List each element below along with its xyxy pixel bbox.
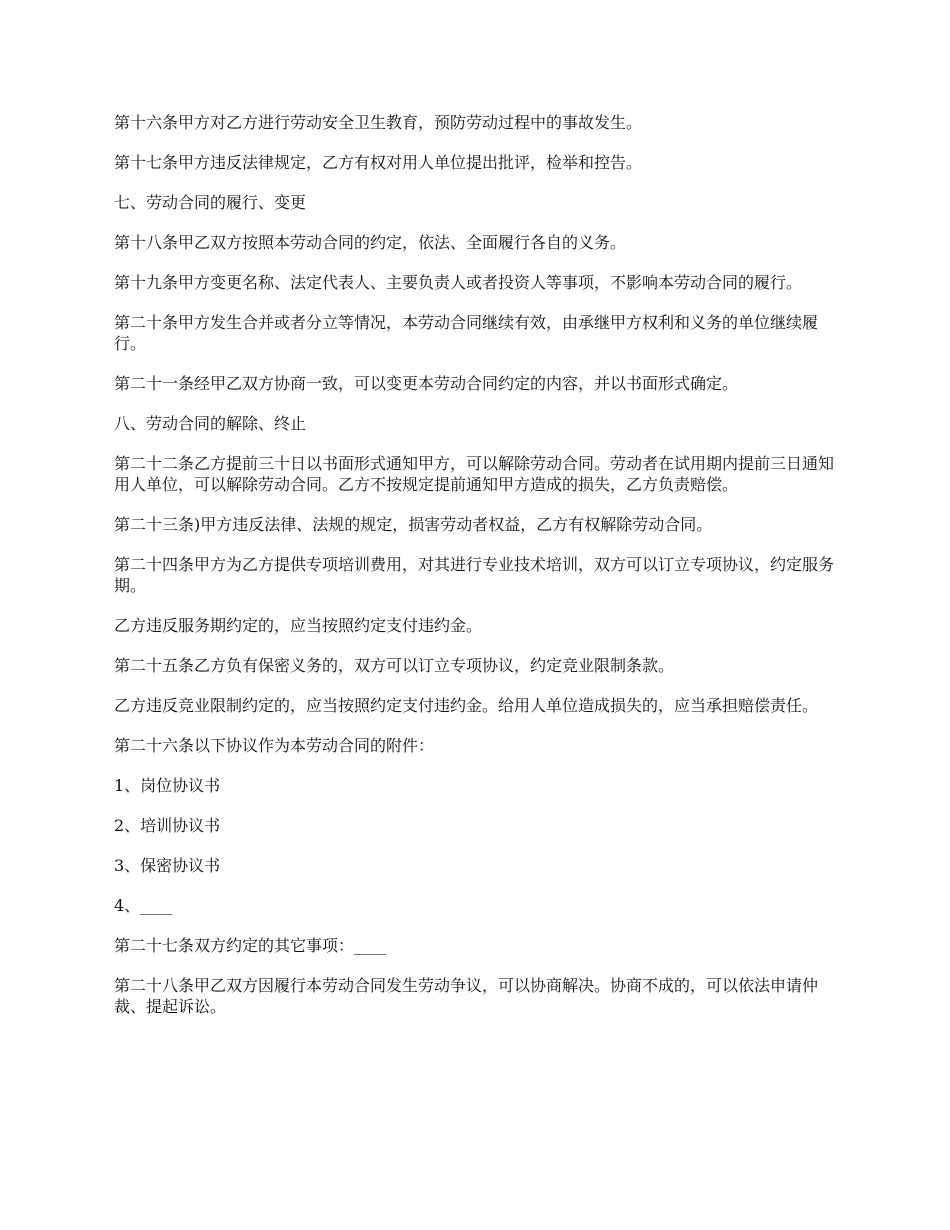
article-24-penalty: 乙方违反服务期约定的，应当按照约定支付违约金。 (114, 616, 483, 635)
article-28: 第二十八条甲乙双方因履行本劳动合同发生劳动争议，可以协商解决。协商不成的，可以依法申请仲裁、提起诉讼。 (114, 976, 819, 1016)
attachment-item-1: 1、岗位协议书 (114, 776, 221, 795)
article-20: 第二十条甲方发生合并或者分立等情况，本劳动合同继续有效，由承继甲方权利和义务的单位继续履行。 (114, 313, 819, 353)
section-heading-7: 七、劳动合同的履行、变更 (114, 193, 307, 212)
article-16: 第十六条甲方对乙方进行劳动安全卫生教育，预防劳动过程中的事故发生。 (114, 113, 643, 132)
article-27: 第二十七条双方约定的其它事项：____ (114, 936, 387, 955)
article-25: 第二十五条乙方负有保密义务的，双方可以订立专项协议，约定竞业限制条款。 (114, 656, 675, 675)
article-21: 第二十一条经甲乙双方协商一致，可以变更本劳动合同约定的内容，并以书面形式确定。 (114, 374, 739, 393)
attachment-item-2: 2、培训协议书 (114, 816, 221, 835)
article-22: 第二十二条乙方提前三十日以书面形式通知甲方，可以解除劳动合同。劳动者在试用期内提前三日通知用人单位，可以解除劳动合同。乙方不按规定提前通知甲方造成的损失，乙方负责赔偿。 (114, 454, 835, 494)
document-body (114, 112, 840, 1036)
article-26: 第二十六条以下协议作为本劳动合同的附件： (114, 736, 435, 755)
article-23: 第二十三条)甲方违反法律、法规的规定，损害劳动者权益，乙方有权解除劳动合同。 (114, 515, 713, 534)
article-24: 第二十四条甲方为乙方提供专项培训费用，对其进行专业技术培训，双方可以订立专项协议，约定服务期。 (114, 555, 835, 595)
article-19: 第十九条甲方变更名称、法定代表人、主要负责人或者投资人等事项，不影响本劳动合同的履行。 (114, 273, 803, 292)
article-18: 第十八条甲乙双方按照本劳动合同的约定，依法、全面履行各自的义务。 (114, 233, 627, 252)
attachment-item-4: 4、____ (114, 896, 173, 915)
section-heading-8: 八、劳动合同的解除、终止 (114, 414, 307, 433)
article-25-penalty: 乙方违反竞业限制约定的，应当按照约定支付违约金。给用人单位造成损失的，应当承担赔偿责任。 (114, 696, 819, 715)
article-17: 第十七条甲方违反法律规定，乙方有权对用人单位提出批评，检举和控告。 (114, 153, 643, 172)
attachment-item-3: 3、保密协议书 (114, 856, 221, 875)
